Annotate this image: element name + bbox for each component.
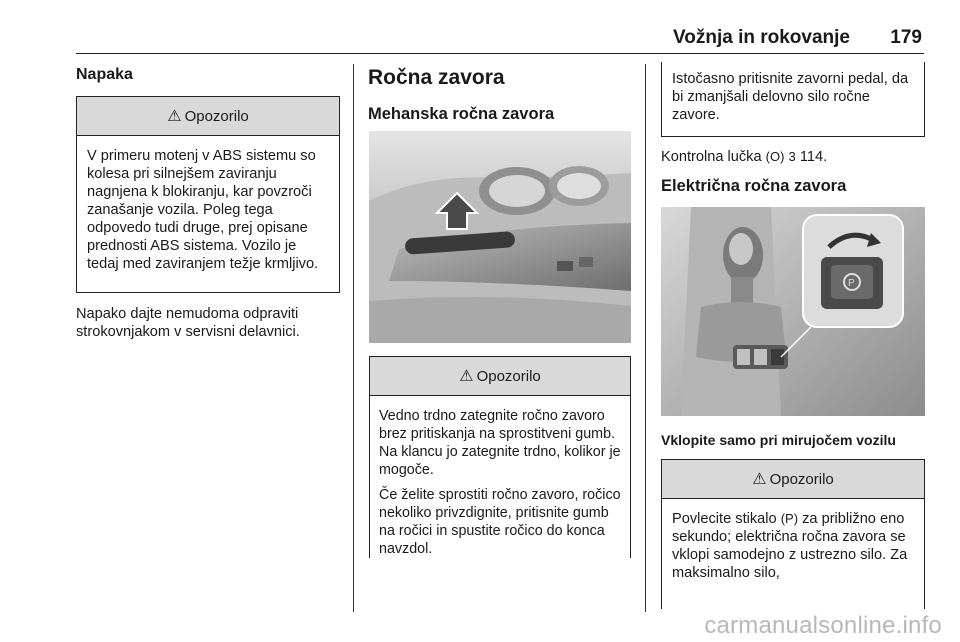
warning-text-1: Vedno trdno zategnite ročno zavoro brez pritiskanja na sprostitveni gumb. Na klancu jo zategnite trdno, kolikor je mogoče. — [379, 408, 621, 478]
warning-header — [77, 97, 339, 136]
warning-body — [77, 136, 339, 283]
warning-label: Opozorilo — [476, 367, 541, 385]
electric-brake-photo — [661, 207, 925, 416]
handbrake-illustration — [369, 131, 631, 343]
warning-triangle-icon: ⚠ — [752, 471, 767, 488]
repair-paragraph-text: Napako dajte nemudoma odpraviti strokovnjakom v servisni delavnici. — [76, 306, 300, 340]
continued-warning-body — [662, 62, 924, 134]
warning-triangle-icon: ⚠ — [459, 368, 474, 385]
page-number: 179 — [890, 27, 922, 48]
indicator-prefix: Kontrolna lučka — [661, 149, 762, 165]
warning-box-electric — [661, 459, 925, 609]
section-heading-rocna-zavora: Ročna zavora — [368, 66, 505, 89]
brake-warning-icon: (O) — [765, 149, 785, 164]
warning-body — [662, 499, 924, 592]
section-heading-napaka: Napaka — [76, 66, 133, 83]
running-header-title: Vožnja in rokovanje — [672, 27, 850, 48]
continued-warning-box — [661, 62, 925, 137]
column-divider-1 — [353, 64, 354, 612]
warning-label: Opozorilo — [769, 470, 834, 488]
subheading-mehanska: Mehanska ročna zavora — [368, 105, 555, 123]
indicator-page-ref[interactable]: 114. — [799, 149, 828, 165]
indicator-line — [661, 148, 827, 166]
warning-box-handbrake — [369, 356, 631, 558]
heading-elektricna: Električna ročna zavora — [661, 177, 847, 195]
warning-text-2: Če želite sprostiti ročno zavoro, ročico nekoliko privzdignite, pritisnite gumb na ročici in spustite ročico do konca navzdol. — [379, 487, 621, 557]
continued-warning-text: Istočasno pritisnite zavorni pedal, da bi zmanjšali delovno silo ročne zavore. — [672, 71, 909, 123]
warning-text: V primeru motenj v ABS sistemu so kolesa pri silnejšem zaviranju nagnjena k blokiranju, kar povzroči zanašanje vozila. Poleg tega odpovedo tudi druge, prej opisane prednosti ABS sistema. Vozilo je tedaj med zaviranjem težje krmljivo. — [87, 148, 319, 272]
svg-text:P: P — [848, 278, 855, 289]
warning-box-abs — [76, 96, 340, 293]
warning-label: Opozorilo — [184, 107, 249, 125]
subheading-vklopite: Vklopite samo pri mirujočem vozilu — [661, 432, 896, 448]
header-rule — [76, 53, 924, 54]
warning-header — [370, 357, 630, 396]
page-reference-icon: 3 — [788, 149, 796, 164]
handbrake-photo — [369, 131, 631, 343]
warning-text: Povlecite stikalo (P) za približno eno sekundo; električna ročna zavora se vklopi samodejno z ustrezno silo. Za maksimalno silo, — [672, 511, 908, 581]
repair-paragraph — [76, 305, 338, 346]
warning-body — [370, 396, 630, 568]
warning-triangle-icon: ⚠ — [167, 108, 182, 125]
warning-header — [662, 460, 924, 499]
parking-brake-icon: (P) — [780, 511, 799, 526]
column-divider-2 — [645, 64, 646, 612]
watermark: carmanualsonline.info — [704, 612, 942, 639]
electric-brake-illustration — [661, 207, 925, 416]
